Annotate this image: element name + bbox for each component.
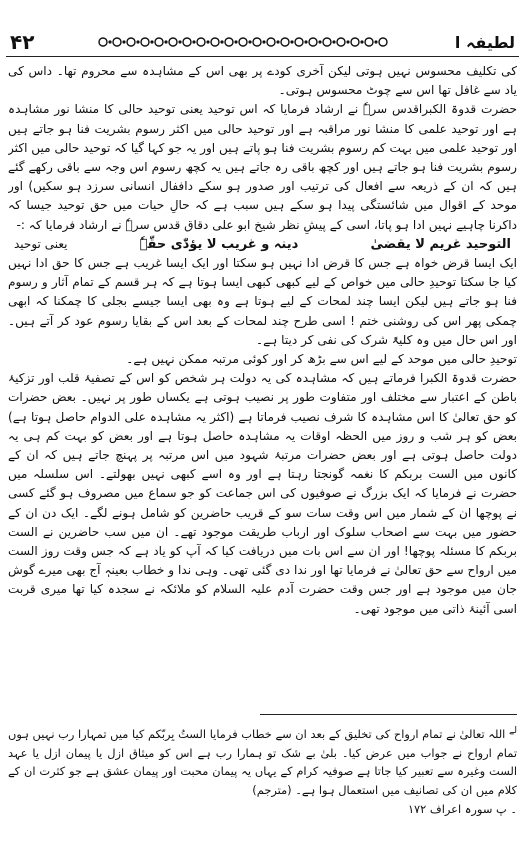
- paragraph-4: توحیدِ حالی میں موحد کے لیے اس سے بڑھ کر اور کوئی مرتبہ ممکن نہیں ہے۔: [126, 352, 517, 367]
- footnote-text: اللہ تعالیٰ نے تمام ارواح کی تخلیق کے بعد ان سے خطاب فرمایا الستُ بِربّکم کیا میں تمہارا رب نہیں ہوں تمام ارواح نے جواب میں عرض کیا۔ بلیٰ بے شک تو ہمارا رب ہے اس کو میثاق ازل یا پیمان ازل یا عہد الست وغیرہ سے تعبیر کیا جاتا ہے صوفیہ کرام کے یہاں یہ پیمان محبت اور پیمان عشق ہے جو کثرت ان کے کلام میں ان کی تصانیف میں استعمال ہوا ہے۔ (مترجم): [8, 726, 517, 798]
- quote-right: التوحید غریم لا یقضیٰ: [370, 236, 511, 252]
- footnote-reference: ۔ پ سورہ اعراف ۱۷۲: [407, 801, 517, 816]
- footnote-1: [8, 722, 517, 800]
- footnotes: [8, 722, 517, 837]
- footnote-divider: [260, 714, 517, 715]
- main-text: [8, 62, 517, 686]
- paragraph-3: ایک ایسا قرض خواہ ہے جس کا قرض ادا نہیں ہو سکتا اور ایک ایسا غریب ہے جس کا حق ادا نہیں کیا جا سکتا توحیدِ حالی میں خواص کے لیے کبھی کبھی ایسا ہوتا ہے کہ ہر قسم کے تمام آثار و رسوم فنا ہو جاتے ہیں لیکن ایسا چند لمحات کے لیے ہوتا ہے وہ بھی ایسا جیسے بجلی کا چمکنا کہ ابھی چمکی پھر اس کی روشنی ختم ! اسی طرح چند لمحات کے بعد اس کے بقایا رسوم عود کر آتے ہیں۔ اور اس حال میں وہ کلیۃً شرک کی نفی کر دیتا ہے۔: [8, 256, 517, 347]
- paragraph-5: حضرت قدوۃ الکبرا فرماتے ہیں کہ مشاہدہ کی یہ دولت ہر شخص کو اس کے تصفیۂ قلب اور تزکیۂ باطن کے اعتبار سے مختلف اور متفاوت طور پر نصیب ہوتی ہے یکساں طور پر نہیں۔ بعض حضرات کو حق تعالیٰ کا اس مشاہدہ کا شرف نصیب فرماتا ہے (اکثر یہ مشاہدہ علی الدوام حاصل ہوتا ہے) بعض کو ہر شب و روز میں الحظہ اوقات یہ مشاہدہ حاصل ہوتا ہے اور بعض کو بہت کم ہی یہ دولت حاصل ہوتی ہے اور بعض حضرات مرتبۂ شہود میں اس مرتبہ پر پہنچ جاتے ہیں کہ ان کے کانوں میں الست بربکم کا نغمہ گونجتا رہتا ہے اور وہ اسے کبھی نہیں بھولتے۔ اس سلسلہ میں حضرت نے فرمایا کہ ایک بزرگ نے صوفیوں کی اس جماعت کو جو سماع میں مصروف ہو گئے کسی نے پوچھا ان کے شمار میں اس وقت سات سو کے قریب حاضرین کو شامل ہونے لگے۔ ایک دن ان کے حضور میں بہت سے اصحاب سلوک اور ارباب طریقت موجود تھے۔ ان میں سب حاضرین نے الست بربکم کا مسئلہ پوچھا! اور ان سے اس بات میں دریافت کیا کہ آپ کو یاد ہے کہ جس وقت روز الست میں ارواح سے حق تعالیٰ نے فرمایا تھا اور ندا دی گئی تھی۔ وہی ندا و خطاب بعینہٖ آج بھی میرے گوش جان میں موجود ہے اور جس وقت حضرت آدم علیہ السلام کو ملائکہ نے سجدہ کیا تھا میری قربت اسی آئینۂ ذاتی میں موجود تھی۔: [8, 371, 517, 616]
- ornament-chain-icon: [95, 34, 395, 50]
- paragraph-1: کی تکلیف محسوس نہیں ہوتی لیکن آخری کودے پر بھی اس کے مشاہدہ سے محروم تھا۔ داس کی یاد سے غافل تھا اس سے چوٹ محسوس ہوتی۔: [8, 64, 517, 98]
- page-header: [10, 30, 515, 54]
- chapter-title: لطیفہ ا: [454, 32, 515, 52]
- arabic-quote: [14, 235, 511, 254]
- quote-left: دینہ و غریب لا یؤدّٰی حقّہٗ: [139, 236, 299, 252]
- decorative-ornament-border: [95, 34, 395, 50]
- quote-translation-lead: یعنی توحید: [14, 236, 68, 251]
- footnote-marker: لے: [509, 726, 517, 736]
- page-number: ۴۲: [10, 30, 35, 54]
- paragraph-2: حضرت قدوۃ الکبراقدس سرہٗ نے ارشاد فرمایا کہ اس توحید یعنی توحید حالی کا منشا نور مشاہدہ ہے اور توحید علمی کا منشا نور مراقبہ ہے اور توحید حالی میں اکثر رسوم بشریت فنا ہو جاتے ہیں اور توحید علمی میں بہت کم رسوم بشریت فنا ہو پاتے ہیں اور یہ جو کہا گیا کہ توحید حالی میں اکثر رسوم بشریت فنا ہو جاتے ہیں اور کچھ باقی رہ جاتے ہیں یہ کچھ رسوم اس وجہ سے باقی رکھے گئے ہیں کہ ان کے ذریعہ سے افعال کی ترتیب اور صدور ہو سکے داففال انسانی سرزد ہو سکیں) اور موحد کے اقوال میں شائستگی پیدا ہو سکے ہیں سبب ہے کہ حالِ حیات میں حق توحید جیسا کہ داکرنا چاہیے نہیں ادا ہو پاتا، اسی کے پیشِ نظر شیخ ابو علی دقاق قدس سرہٗ نے ارشاد فرمایا کہ :-: [8, 102, 517, 232]
- header-divider: [6, 56, 519, 57]
